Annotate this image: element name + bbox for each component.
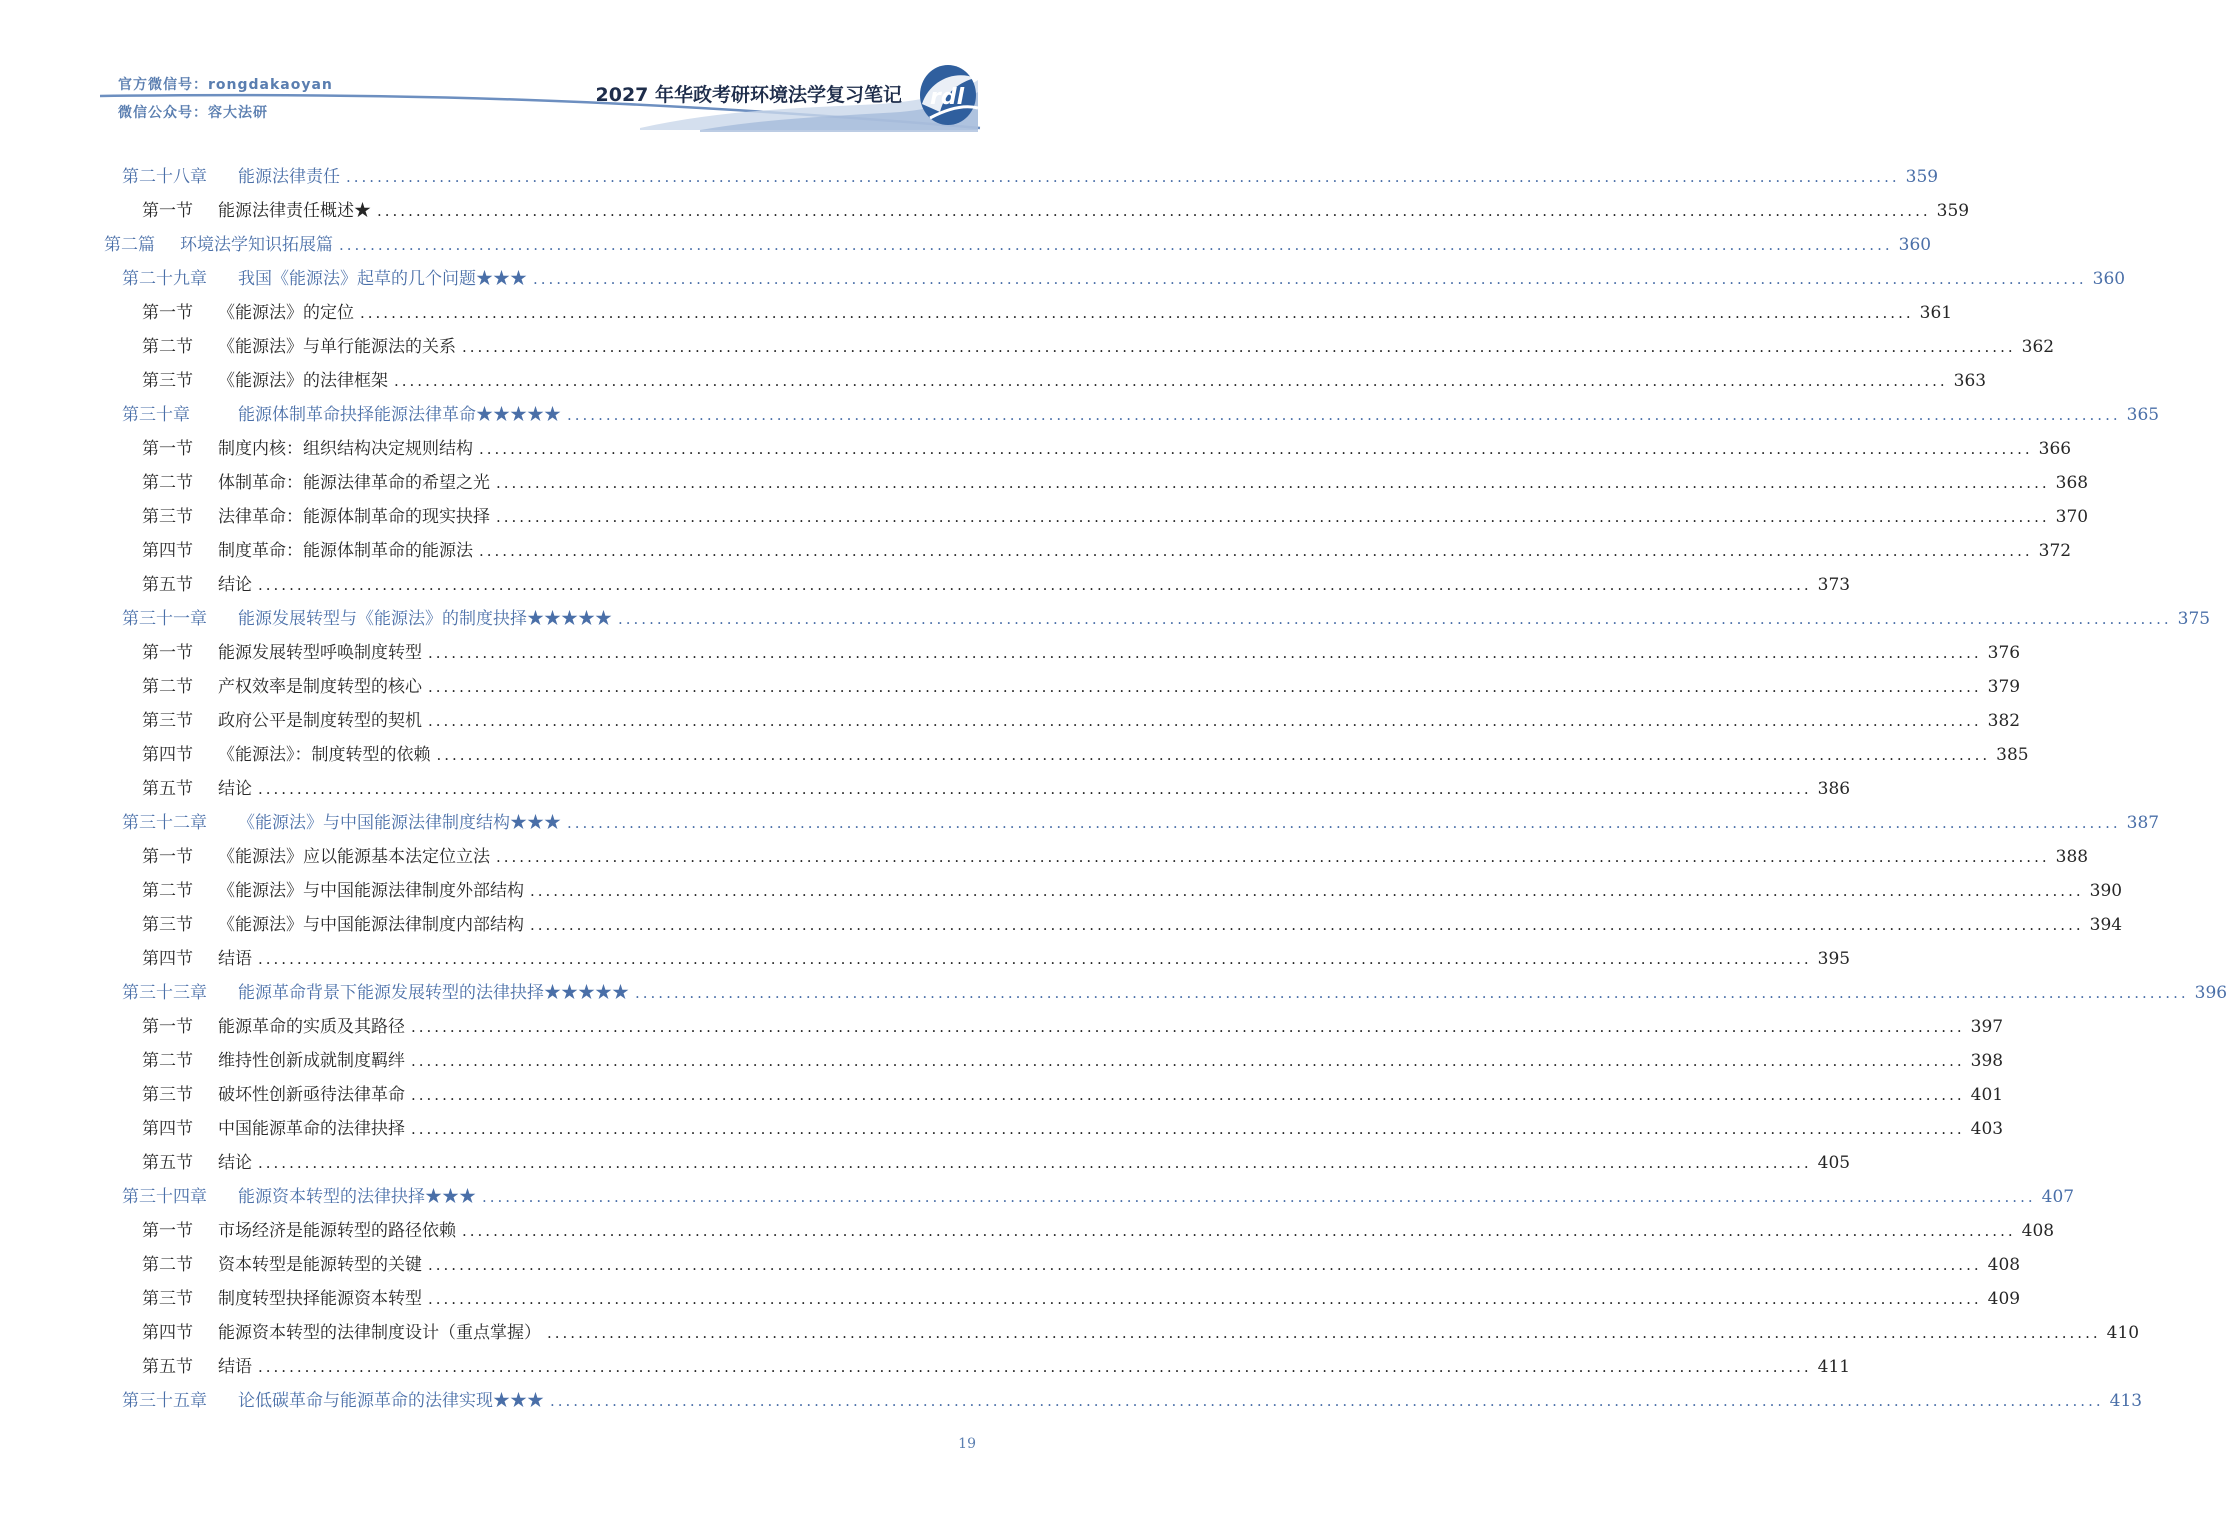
toc-leader-dots: ........................................................................................................................................................................................................: [428, 1290, 1982, 1308]
toc-entry-title: 能源资本转型的法律制度设计（重点掌握）: [218, 1323, 541, 1343]
toc-entry-title: 能源法律责任: [238, 167, 340, 187]
toc-section-entry[interactable]: [142, 908, 2123, 942]
toc-leader-dots: ........................................................................................................................................................................................................: [339, 236, 1893, 254]
toc-entry-title: 市场经济是能源转型的路径依赖: [218, 1221, 456, 1241]
page-header: [0, 0, 1080, 140]
toc-entry-page: 398: [1970, 1051, 2004, 1071]
toc-entry-page: 387: [2126, 813, 2160, 833]
toc-section-entry[interactable]: [142, 1282, 2021, 1316]
toc-entry-label: 第三十三章: [122, 983, 207, 1003]
toc-leader-dots: ........................................................................................................................................................................................................: [482, 1188, 2036, 1206]
toc-entry-label: 第二节: [142, 337, 193, 357]
toc-entry-page: 376: [1987, 643, 2021, 663]
toc-leader-dots: ........................................................................................................................................................................................................: [533, 270, 2087, 288]
toc-leader-dots: ........................................................................................................................................................................................................: [530, 882, 2084, 900]
toc-leader-dots: ........................................................................................................................................................................................................: [496, 474, 2050, 492]
toc-leader-dots: ........................................................................................................................................................................................................: [428, 712, 1982, 730]
toc-entry-page: 407: [2041, 1187, 2075, 1207]
toc-chapter-entry[interactable]: [122, 602, 2211, 636]
toc-entry-title: 《能源法》与单行能源法的关系: [218, 337, 456, 357]
toc-entry-title: 结论: [218, 575, 252, 595]
toc-section-entry[interactable]: [142, 534, 2072, 568]
toc-leader-dots: ........................................................................................................................................................................................................: [428, 678, 1982, 696]
toc-entry-label: 第五节: [142, 1357, 193, 1377]
toc-entry-title: 能源革命背景下能源发展转型的法律抉择★★★★★: [238, 983, 629, 1003]
toc-entry-page: 409: [1987, 1289, 2021, 1309]
toc-entry-page: 373: [1817, 575, 1851, 595]
toc-section-entry[interactable]: [142, 874, 2123, 908]
toc-entry-label: 第三十五章: [122, 1391, 207, 1411]
toc-entry-label: 第四节: [142, 745, 193, 765]
toc-entry-label: 第一节: [142, 643, 193, 663]
toc-chapter-entry[interactable]: [122, 262, 2126, 296]
toc-section-entry[interactable]: [142, 1112, 2004, 1146]
toc-entry-title: 资本转型是能源转型的关键: [218, 1255, 422, 1275]
toc-entry-page: 386: [1817, 779, 1851, 799]
toc-entry-page: 388: [2055, 847, 2089, 867]
toc-section-entry[interactable]: [142, 432, 2072, 466]
toc-section-entry[interactable]: [142, 194, 1970, 228]
header-wechat-account: 微信公众号：容大法研: [118, 105, 268, 121]
toc-entry-page: 408: [2021, 1221, 2055, 1241]
toc-leader-dots: ........................................................................................................................................................................................................: [428, 1256, 1982, 1274]
toc-entry-page: 394: [2089, 915, 2123, 935]
toc-chapter-entry[interactable]: [122, 976, 2227, 1010]
toc-entry-title: 我国《能源法》起草的几个问题★★★: [238, 269, 527, 289]
toc-entry-label: 第三节: [142, 1289, 193, 1309]
toc-leader-dots: ........................................................................................................................................................................................................: [428, 644, 1982, 662]
toc-section-entry[interactable]: [142, 364, 1987, 398]
toc-entry-label: 第二篇: [104, 235, 155, 255]
toc-entry-page: 396: [2194, 983, 2227, 1003]
toc-leader-dots: ........................................................................................................................................................................................................: [394, 372, 1948, 390]
toc-section-entry[interactable]: [142, 670, 2021, 704]
toc-entry-title: 《能源法》的法律框架: [218, 371, 388, 391]
toc-leader-dots: ........................................................................................................................................................................................................: [462, 1222, 2016, 1240]
toc-entry-label: 第一节: [142, 303, 193, 323]
toc-entry-page: 365: [2126, 405, 2160, 425]
toc-entry-page: 379: [1987, 677, 2021, 697]
toc-leader-dots: ........................................................................................................................................................................................................: [567, 814, 2121, 832]
toc-entry-label: 第一节: [142, 1221, 193, 1241]
toc-section-entry[interactable]: [142, 466, 2089, 500]
toc-entry-title: 结语: [218, 949, 252, 969]
toc-entry-page: 368: [2055, 473, 2089, 493]
toc-chapter-entry[interactable]: [122, 806, 2160, 840]
toc-entry-page: 382: [1987, 711, 2021, 731]
toc-entry-label: 第四节: [142, 949, 193, 969]
toc-entry-label: 第三节: [142, 711, 193, 731]
toc-chapter-entry[interactable]: [122, 1180, 2075, 1214]
toc-entry-page: 408: [1987, 1255, 2021, 1275]
toc-leader-dots: ........................................................................................................................................................................................................: [258, 780, 1812, 798]
toc-entry-label: 第一节: [142, 201, 193, 221]
toc-entry-label: 第二节: [142, 1051, 193, 1071]
toc-entry-label: 第三十四章: [122, 1187, 207, 1207]
toc-section-entry[interactable]: [142, 1316, 2140, 1350]
toc-entry-label: 第二十八章: [122, 167, 207, 187]
toc-entry-title: 中国能源革命的法律抉择: [218, 1119, 405, 1139]
toc-entry-label: 第三十一章: [122, 609, 207, 629]
toc-leader-dots: ........................................................................................................................................................................................................: [496, 848, 2050, 866]
toc-entry-title: 能源资本转型的法律抉择★★★: [238, 1187, 476, 1207]
toc-entry-title: 能源发展转型与《能源法》的制度抉择★★★★★: [238, 609, 612, 629]
toc-section-entry[interactable]: [142, 704, 2021, 738]
toc-entry-title: 结论: [218, 1153, 252, 1173]
toc-entry-label: 第三节: [142, 915, 193, 935]
toc-entry-page: 413: [2109, 1391, 2143, 1411]
toc-entry-label: 第一节: [142, 439, 193, 459]
toc-entry-page: 390: [2089, 881, 2123, 901]
toc-leader-dots: ........................................................................................................................................................................................................: [550, 1392, 2104, 1410]
toc-section-entry[interactable]: [142, 296, 1953, 330]
toc-entry-title: 制度内核：组织结构决定规则结构: [218, 439, 473, 459]
toc-entry-page: 366: [2038, 439, 2072, 459]
toc-entry-title: 产权效率是制度转型的核心: [218, 677, 422, 697]
header-wechat-official: 官方微信号：rongdakaoyan: [118, 77, 333, 93]
toc-entry-page: 360: [1898, 235, 1932, 255]
toc-entry-page: 375: [2177, 609, 2211, 629]
toc-leader-dots: ........................................................................................................................................................................................................: [258, 1358, 1812, 1376]
toc-entry-page: 360: [2092, 269, 2126, 289]
toc-entry-page: 397: [1970, 1017, 2004, 1037]
toc-entry-page: 411: [1817, 1357, 1851, 1377]
header-title: 2027 年华政考研环境法学复习笔记: [595, 84, 902, 106]
toc-entry-label: 第五节: [142, 575, 193, 595]
toc-entry-title: 结论: [218, 779, 252, 799]
toc-entry-label: 第一节: [142, 847, 193, 867]
toc-entry-page: 363: [1953, 371, 1987, 391]
toc-section-entry[interactable]: [142, 840, 2089, 874]
toc-entry-label: 第二节: [142, 473, 193, 493]
toc-leader-dots: ........................................................................................................................................................................................................: [258, 950, 1812, 968]
toc-part-entry[interactable]: [104, 228, 1932, 262]
toc-leader-dots: ........................................................................................................................................................................................................: [496, 508, 2050, 526]
toc-section-entry[interactable]: [142, 772, 1851, 806]
toc-leader-dots: ........................................................................................................................................................................................................: [567, 406, 2121, 424]
toc-leader-dots: ........................................................................................................................................................................................................: [411, 1052, 1965, 1070]
toc-entry-title: 能源法律责任概述★: [218, 201, 371, 221]
toc-section-entry[interactable]: [142, 500, 2089, 534]
toc-section-entry[interactable]: [142, 330, 2055, 364]
toc-entry-title: 《能源法》与中国能源法律制度外部结构: [218, 881, 524, 901]
toc-entry-label: 第三节: [142, 1085, 193, 1105]
toc-leader-dots: ........................................................................................................................................................................................................: [530, 916, 2084, 934]
toc-entry-page: 405: [1817, 1153, 1851, 1173]
svg-text:rdl: rdl: [930, 85, 965, 110]
toc-entry-label: 第一节: [142, 1017, 193, 1037]
toc-entry-title: 《能源法》：制度转型的依赖: [218, 745, 431, 765]
toc-entry-page: 410: [2106, 1323, 2140, 1343]
toc-section-entry[interactable]: [142, 568, 1851, 602]
toc-entry-label: 第二节: [142, 1255, 193, 1275]
toc-section-entry[interactable]: [142, 942, 1851, 976]
toc-entry-title: 法律革命：能源体制革命的现实抉择: [218, 507, 490, 527]
toc-entry-title: 体制革命：能源法律革命的希望之光: [218, 473, 490, 493]
toc-entry-label: 第三节: [142, 371, 193, 391]
toc-leader-dots: ........................................................................................................................................................................................................: [360, 304, 1914, 322]
toc-section-entry[interactable]: [142, 1010, 2004, 1044]
toc-chapter-entry[interactable]: [122, 398, 2160, 432]
toc-leader-dots: ........................................................................................................................................................................................................: [377, 202, 1931, 220]
toc-entry-page: 401: [1970, 1085, 2004, 1105]
toc-entry-title: 能源革命的实质及其路径: [218, 1017, 405, 1037]
toc-entry-page: 362: [2021, 337, 2055, 357]
toc-entry-label: 第五节: [142, 779, 193, 799]
toc-section-entry[interactable]: [142, 1214, 2055, 1248]
toc-entry-label: 第三十章: [122, 405, 190, 425]
toc-entry-title: 制度革命：能源体制革命的能源法: [218, 541, 473, 561]
toc-entry-label: 第二十九章: [122, 269, 207, 289]
toc-leader-dots: ........................................................................................................................................................................................................: [411, 1120, 1965, 1138]
toc-leader-dots: ........................................................................................................................................................................................................: [479, 542, 2033, 560]
toc-entry-label: 第三节: [142, 507, 193, 527]
toc-entry-page: 359: [1905, 167, 1939, 187]
toc-entry-page: 385: [1996, 745, 2029, 765]
toc-chapter-entry[interactable]: [122, 1384, 2143, 1418]
toc-entry-title: 《能源法》应以能源基本法定位立法: [218, 847, 490, 867]
toc-entry-title: 政府公平是制度转型的契机: [218, 711, 422, 731]
toc-section-entry[interactable]: [142, 1248, 2021, 1282]
toc-entry-title: 破坏性创新亟待法律革命: [218, 1085, 405, 1105]
toc-entry-page: 403: [1970, 1119, 2004, 1139]
toc-entry-title: 能源发展转型呼唤制度转型: [218, 643, 422, 663]
toc-entry-label: 第二节: [142, 881, 193, 901]
toc-entry-label: 第四节: [142, 1119, 193, 1139]
toc-entry-title: 《能源法》与中国能源法律制度结构★★★: [238, 813, 561, 833]
toc-entry-page: 395: [1817, 949, 1851, 969]
toc-leader-dots: ........................................................................................................................................................................................................: [346, 168, 1900, 186]
toc-leader-dots: ........................................................................................................................................................................................................: [411, 1018, 1965, 1036]
toc-chapter-entry[interactable]: [122, 160, 1939, 194]
toc-leader-dots: ........................................................................................................................................................................................................: [635, 984, 2189, 1002]
toc-entry-label: 第五节: [142, 1153, 193, 1173]
toc-entry-title: 《能源法》与中国能源法律制度内部结构: [218, 915, 524, 935]
toc-entry-page: 372: [2038, 541, 2072, 561]
toc-section-entry[interactable]: [142, 738, 2029, 772]
toc-entry-label: 第四节: [142, 1323, 193, 1343]
toc-leader-dots: ........................................................................................................................................................................................................: [258, 576, 1812, 594]
toc-leader-dots: ........................................................................................................................................................................................................: [462, 338, 2016, 356]
toc-entry-label: 第四节: [142, 541, 193, 561]
toc-entry-page: 370: [2055, 507, 2089, 527]
toc-entry-label: 第三十二章: [122, 813, 207, 833]
page-number: 19: [958, 1436, 976, 1452]
toc-leader-dots: ........................................................................................................................................................................................................: [411, 1086, 1965, 1104]
toc-entry-title: 论低碳革命与能源革命的法律实现★★★: [238, 1391, 544, 1411]
toc-section-entry[interactable]: [142, 636, 2021, 670]
toc-entry-page: 361: [1919, 303, 1953, 323]
toc-leader-dots: ........................................................................................................................................................................................................: [479, 440, 2033, 458]
toc-entry-title: 制度转型抉择能源资本转型: [218, 1289, 422, 1309]
toc-leader-dots: ........................................................................................................................................................................................................: [547, 1324, 2101, 1342]
toc-section-entry[interactable]: [142, 1078, 2004, 1112]
toc-section-entry[interactable]: [142, 1146, 1851, 1180]
toc-leader-dots: ........................................................................................................................................................................................................: [258, 1154, 1812, 1172]
toc-entry-title: 结语: [218, 1357, 252, 1377]
toc-entry-title: 维持性创新成就制度羁绊: [218, 1051, 405, 1071]
toc-entry-title: 《能源法》的定位: [218, 303, 354, 323]
toc-entry-page: 359: [1936, 201, 1970, 221]
toc-section-entry[interactable]: [142, 1044, 2004, 1078]
toc-leader-dots: ........................................................................................................................................................................................................: [618, 610, 2172, 628]
toc-entry-title: 能源体制革命抉择能源法律革命★★★★★: [238, 405, 561, 425]
toc-section-entry[interactable]: [142, 1350, 1851, 1384]
toc-entry-label: 第二节: [142, 677, 193, 697]
toc-leader-dots: ........................................................................................................................................................................................................: [436, 746, 1991, 764]
toc-entry-title: 环境法学知识拓展篇: [180, 235, 333, 255]
